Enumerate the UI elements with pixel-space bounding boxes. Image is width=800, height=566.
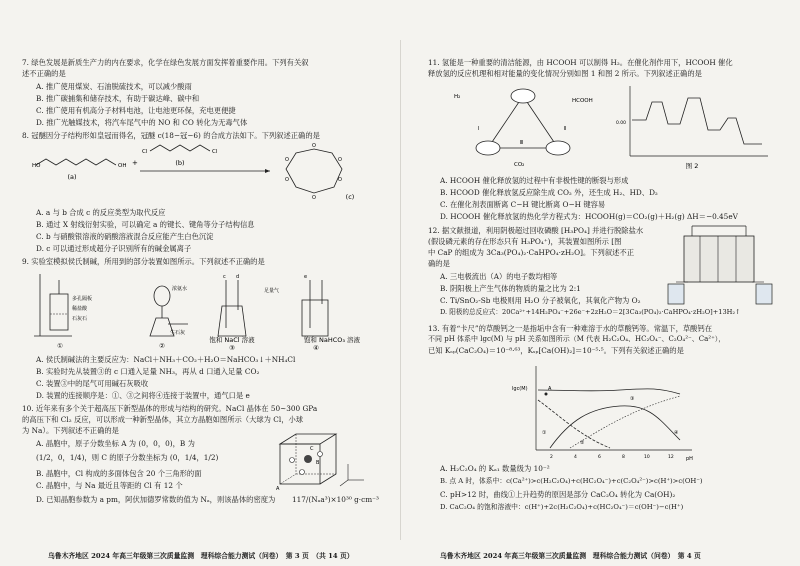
left-footer: 乌鲁木齐地区 2024 年高三年级第三次质量监测 理科综合能力测试（问卷） 第 3 页 （共 14 页） — [48, 552, 354, 560]
label-a: (a) — [67, 173, 77, 181]
label-sat-nacl: 饱和 NaCl 溶液 — [209, 336, 255, 344]
q12-stem-line1: 12. 据文献报道，利用阴极超过回收磷酸 [H₃PO₄] 并进行脱除盐水 — [428, 226, 644, 235]
svg-text:2: 2 — [550, 455, 553, 460]
q11-option-a: A. HCOOH 催化释放氢的过程中有非极性键的断裂与形成 — [440, 176, 629, 185]
crystal-unit-cell-diagram — [272, 430, 368, 490]
svg-text:C: C — [310, 446, 314, 452]
svg-text:HCOOH: HCOOH — [572, 98, 593, 104]
svg-text:②: ② — [580, 440, 585, 446]
q12-option-b: B. 阴阳极上产生气体的物质的量之比为 2:1 — [440, 284, 581, 293]
q8-option-d: D. c 可以通过形成超分子识别所有的碱金属离子 — [36, 244, 192, 253]
q11-stem-line2: 释放氢的反应机理和相对能量的变化情况分别如图 1 和图 2 所示。下列叙述正确的是 — [428, 69, 702, 78]
q13-option-a: A. H₂C₂O₄ 的 Kₐ₁ 数量级为 10⁻² — [440, 464, 550, 473]
label-limestone: 石灰石 — [72, 316, 88, 322]
q7-option-a: A. 推广使用煤炭、石油脱硫技术，可以减少酸雨 — [36, 82, 192, 91]
svg-text:Ⅱ: Ⅱ — [564, 126, 567, 132]
svg-text:Cl: Cl — [142, 149, 148, 155]
svg-text:O: O — [338, 157, 342, 163]
label-ample-gas: 足量气 — [264, 288, 280, 294]
q10-option-a-line2: (1/2，0，1/4)，则 C 的原子分数坐标为 (0，1/4，1/2) — [36, 453, 219, 462]
lgc-vs-ph-graph — [510, 360, 700, 464]
fig-num-4: ④ — [313, 344, 319, 352]
label-b: (b) — [175, 159, 185, 167]
q12-stem-line3: 中 CaP 的组成为 3Ca₃(PO₄)₂·CaHPO₄·zH₂O]。下列叙述不正 — [428, 248, 635, 257]
q8-option-b: B. 通过 X 射线衍射实验，可以确定 a 的键长、键角等分子结构信息 — [36, 220, 255, 229]
q13-option-c: C. pH>12 时，曲线①上升趋势的原因是部分 CaC₂O₄ 转化为 Ca(OH)₂ — [440, 490, 676, 499]
q11-option-d: D. HCOOH 催化释放氢的热化学方程式为：HCOOH(g)＝CO₂(g)＋H₂(g) ΔH＝−0.45eV — [440, 212, 738, 221]
label-dilute-hcl: 稀盐酸 — [72, 306, 88, 312]
svg-text:Cl: Cl — [212, 149, 218, 155]
q13-stem-line2: 不同 pH 体系中 lgc(M) 与 pH 关系如图所示（M 代表 H₂C₂O₄、HC₂O₄⁻、C₂O₄²⁻、Ca²⁺）， — [428, 335, 726, 343]
q13-option-d: D. CaC₂O₄ 的饱和溶液中：c(H⁺)+2c(H₂C₂O₄)+c(HC₂O₄⁻)＝c(OH⁻)−c(H⁺) — [440, 503, 684, 511]
fig-num-1: ① — [57, 342, 63, 350]
svg-text:O: O — [338, 177, 342, 183]
q9-option-c: C. 装置③中的尾气可用碱石灰吸收 — [36, 379, 149, 388]
graph-xlabel: pH — [686, 456, 693, 462]
svg-text:Ⅰ: Ⅰ — [478, 126, 480, 132]
svg-text:12: 12 — [668, 455, 674, 460]
svg-text:①: ① — [542, 430, 547, 436]
q7-option-d: D. 推广光触媒技术，将汽车尾气中的 NO 和 CO 转化为无毒气体 — [36, 118, 248, 127]
left-page — [10, 0, 382, 566]
svg-text:O: O — [285, 177, 289, 183]
q12-stem-line4: 确的是 — [428, 259, 450, 268]
q10-stem-line2: 的高压下和 Cl₂ 反应，可以形成一种新型晶体，其立方晶胞如图所示（大球为 Cl，小球 — [22, 415, 304, 424]
q10-option-b: B. 晶胞中，Cl 构成的多面体包含 20 个三角形的面 — [36, 469, 202, 478]
svg-text:c: c — [223, 274, 226, 280]
q8-option-c: C. b 与硝酸银溶液的硝酸溶液混合反应能产生白色沉淀 — [36, 232, 214, 241]
svg-text:O: O — [312, 195, 316, 201]
svg-text:4: 4 — [574, 455, 577, 460]
q9-option-b: B. 实验时先从装置③的 c 口通入足量 NH₃，再从 d 口通入足量 CO₂ — [36, 367, 260, 376]
figure-2-caption: 图 2 — [685, 162, 699, 170]
figure-1-caption — [517, 171, 530, 172]
q12-stem-line2: (假设磷元素的存在形态只有 H₃PO₄⁺)，其装置如图所示 [图 — [428, 237, 622, 246]
right-footer: 乌鲁木齐地区 2024 年高三年级第三次质量监测 理科综合能力测试（问卷） 第 4 页 — [440, 552, 701, 560]
lab-apparatus-diagram — [32, 270, 382, 352]
svg-text:Ⅲ: Ⅲ — [520, 140, 524, 146]
q7-option-b: B. 推广碳捕集和储存技术，有助于碳达峰、碳中和 — [36, 94, 200, 103]
svg-text:10: 10 — [644, 455, 650, 460]
q10-option-c: C. 晶胞中，与 Na 最近且等距的 Cl 有 12 个 — [36, 481, 183, 490]
svg-text:④: ④ — [674, 430, 679, 436]
svg-text:8: 8 — [622, 455, 625, 460]
svg-text:+: + — [132, 159, 138, 167]
q7-option-c: C. 推广使用有机高分子材料电池，让电池更环保，充电更便捷 — [36, 106, 236, 115]
q10-option-a-line1: A. 晶胞中，原子分数坐标 A 为 (0，0，0)，B 为 — [36, 439, 195, 448]
q10-option-d: D. 已知晶胞参数为 a pm，阿伏加德罗常数的值为 Nₐ，则该晶体的密度为 — [36, 495, 276, 504]
svg-text:A: A — [548, 386, 552, 392]
svg-text:③: ③ — [630, 396, 635, 402]
crown-ether-synthesis-diagram — [32, 143, 382, 205]
svg-text:H₂: H₂ — [454, 94, 461, 100]
svg-text:e: e — [304, 274, 308, 280]
q8-stem-line1: 8. 冠醚因分子结构形如皇冠而得名，冠醚 c(18−冠−6) 的合成方法如下。下列叙述正确的是 — [22, 131, 320, 140]
svg-text:CO₂: CO₂ — [514, 162, 525, 168]
svg-text:A: A — [276, 486, 280, 490]
q12-option-d: D. 阳极的总反应式：20Ca²⁺+14H₂PO₄⁻+26e⁻+2zH₂O＝2[3Ca₃(PO₄)₂·CaHPO₄·zH₂O]+13H₂↑ — [440, 308, 741, 316]
electrolysis-apparatus-diagram — [664, 222, 786, 308]
svg-text:O: O — [285, 157, 289, 163]
q10-density-expr: 117/(Nₐa³)×10³⁰ g·cm⁻³ — [292, 495, 379, 504]
q10-stem-line3: 为 Na）。下列叙述不正确的是 — [22, 426, 119, 435]
q11-stem-line1: 11. 氢能是一种重要的清洁能源，由 HCOOH 可以制得 H₂。在催化剂作用下，HCOOH 催化 — [428, 58, 733, 67]
label-quicklime: 生石灰 — [170, 330, 186, 336]
graph-ylabel: lgc(M) — [512, 386, 528, 392]
svg-text:B: B — [316, 460, 320, 466]
label-c: (c) — [345, 193, 355, 201]
label-porous-plate: 多孔隔板 — [72, 296, 93, 302]
q9-stem-line1: 9. 实验室模拟侯氏制碱，所用到的部分装置如图所示。下列叙述不正确的是 — [22, 257, 265, 266]
label-sat-nahco3: 饱和 NaHCO₃ 溶液 — [303, 336, 361, 344]
q9-option-a: A. 侯氏制碱法的主要反应为：NaCl＋NH₃＋CO₂＋H₂O＝NaHCO₃↓＋NH₄Cl — [36, 355, 296, 364]
svg-text:O: O — [312, 143, 316, 149]
svg-text:6: 6 — [598, 455, 601, 460]
q13-option-b: B. 点 A 时，体系中：c(Ca²⁺)>c(H₂C₂O₄)+c(HC₂O₄⁻)+c(C₂O₄²⁻)>c(H⁺)>c(OH⁻) — [440, 477, 703, 485]
svg-text:HO: HO — [32, 163, 41, 169]
fig-num-3: ③ — [229, 344, 235, 352]
q10-stem-line1: 10. 近年来有多个关于超高压下新型晶体的形成与结构的研究。NaCl 晶体在 50~300 GPa — [22, 404, 318, 413]
q7-stem-line2: 述不正确的是 — [22, 69, 66, 78]
svg-text:d: d — [236, 274, 240, 280]
q12-option-a: A. 三电极流出（A）的电子数均相等 — [440, 272, 558, 281]
q12-option-c: C. Ti/SnO₂-Sb 电极则用 H₂O 分子被氧化，其氧化产物为 O₂ — [440, 296, 641, 305]
svg-text:OH: OH — [118, 163, 127, 169]
q11-option-c: C. 在催化剂表面断离 C−H 键比断离 O−H 键容易 — [440, 200, 606, 209]
fig-num-2: ② — [159, 342, 165, 350]
right-page — [418, 0, 790, 566]
q9-option-d: D. 装置的连接顺序是：①、③之间将④连接于装置中，通气口是 e — [36, 391, 250, 400]
page-divider — [400, 40, 401, 540]
reaction-mechanism-figure-1 — [448, 82, 598, 172]
q13-stem-line3: 已知 Kₛₚ(CaC₂O₄)＝10⁻⁸·⁶³，Kₛₚ[Ca(OH)₂]＝10⁻⁵·⁵。下列有关叙述正确的是 — [428, 346, 684, 355]
energy-profile-figure-2 — [612, 80, 772, 172]
label-conc-ammonia: 浓氨水 — [172, 286, 188, 292]
q7-stem-line1: 7. 绿色发展是新质生产力的内在要求，化学在绿色发展方面发挥着重要作用。下列有关叙 — [22, 58, 309, 67]
q13-stem-line1: 13. 有着“卡尺”的草酸钙之一是指垢中含有一种难溶于水的草酸钙等。常温下，草酸钙在 — [428, 324, 713, 333]
q8-option-a: A. a 与 b 合成 c 的反应类型为取代反应 — [36, 208, 166, 217]
svg-text:0.00: 0.00 — [616, 121, 627, 126]
q11-option-b: B. HCOOD 催化释放氢反应除生成 CO₂ 外，还生成 H₂、HD、D₂ — [440, 188, 658, 197]
